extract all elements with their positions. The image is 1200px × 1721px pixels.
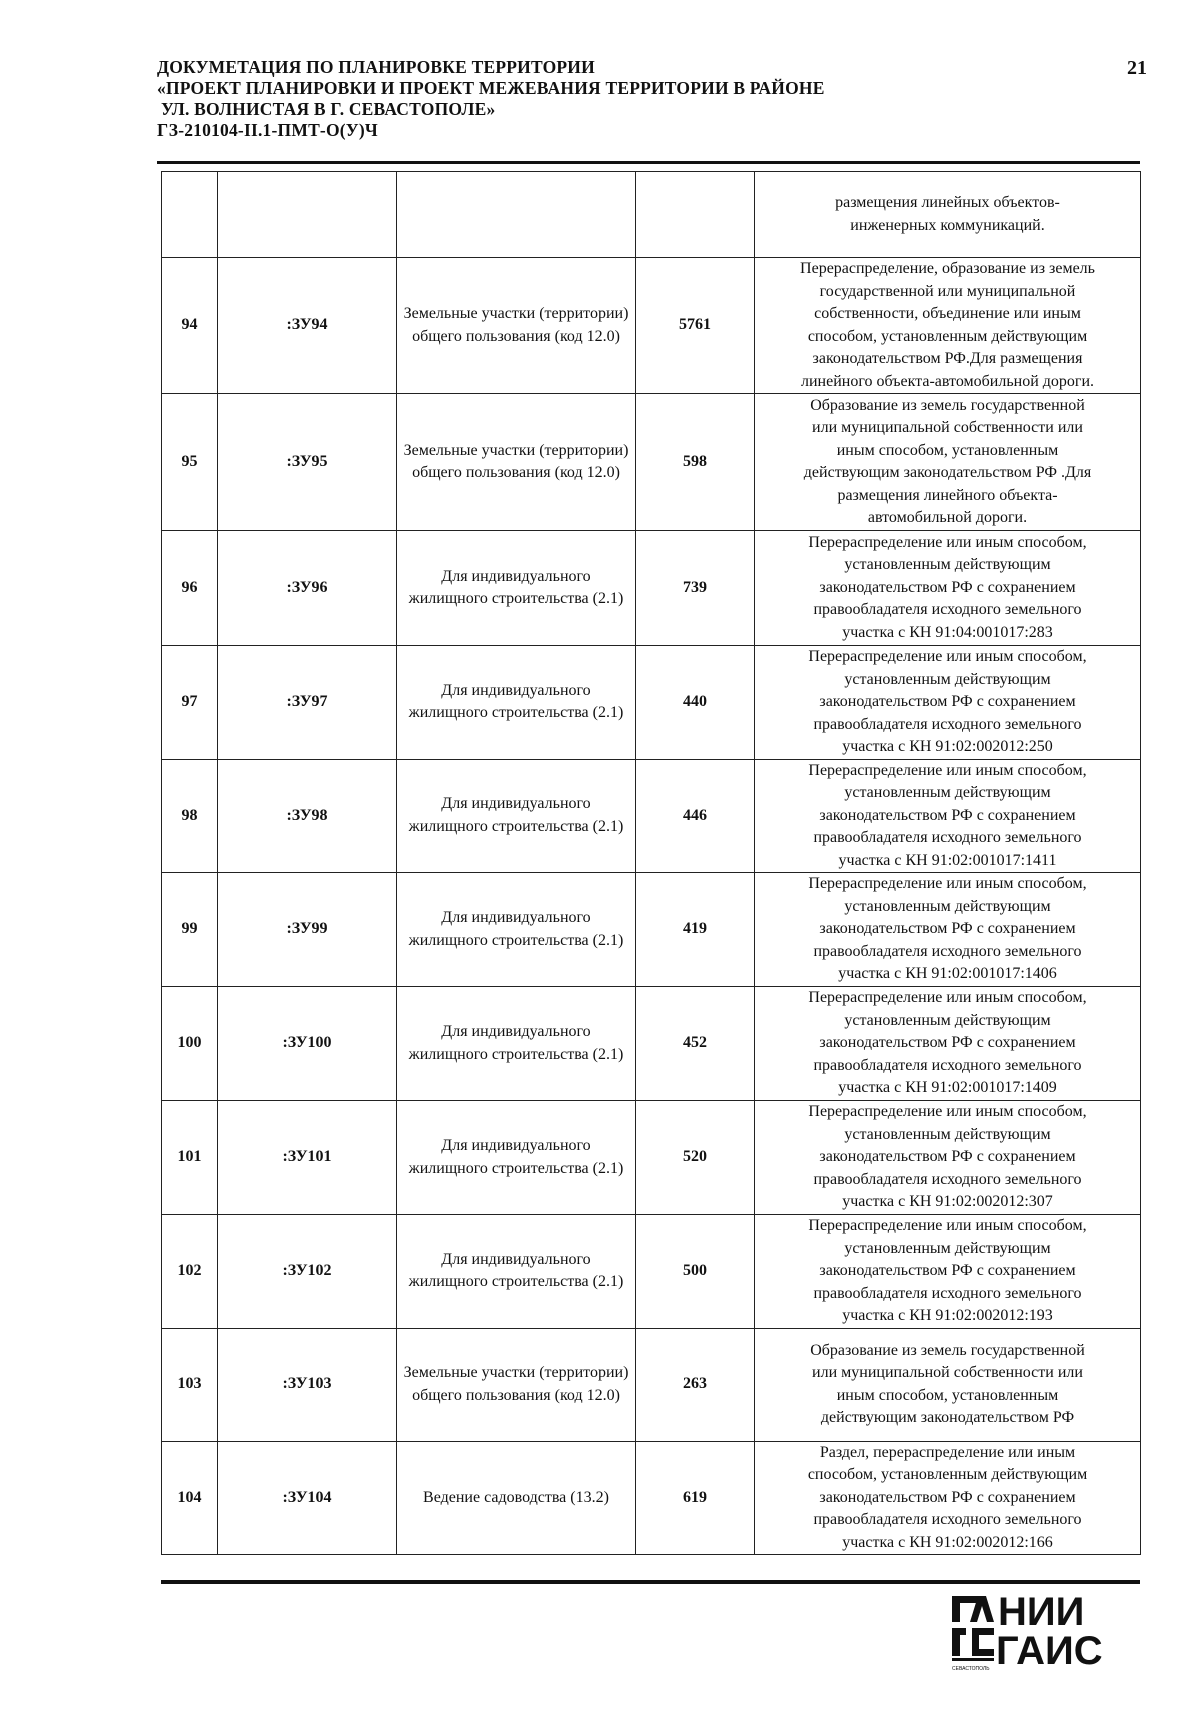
cell-use: Для индивидуального жилищного строительства (2.1) <box>397 1101 636 1215</box>
cell-code: :ЗУ100 <box>218 987 397 1101</box>
description-line: участка с КН 91:04:001017:283 <box>842 623 1053 641</box>
cell-code <box>218 172 397 258</box>
description-line: законодательством РФ с сохранением <box>819 1148 1076 1166</box>
cell-num: 99 <box>162 873 218 987</box>
description-line: правообладателя исходного земельного <box>813 715 1082 733</box>
description-line: установленным действующим <box>844 1239 1051 1257</box>
cell-num: 97 <box>162 646 218 760</box>
description-line: собственности, объединение или иным <box>814 305 1081 322</box>
cell-use: Для индивидуального жилищного строительства (2.1) <box>397 873 636 987</box>
cell-use: Для индивидуального жилищного строительства (2.1) <box>397 531 636 646</box>
description-line: правообладателя исходного земельного <box>813 601 1082 619</box>
description-line: участка с КН 91:02:002012:166 <box>842 1533 1053 1551</box>
cell-description <box>755 1215 1141 1329</box>
cell-description <box>755 1328 1141 1441</box>
description-line: правообладателя исходного земельного <box>813 1511 1082 1528</box>
description-line: законодательством РФ.Для размещения <box>812 350 1083 367</box>
header-title-line-3: УЛ. ВОЛНИСТАЯ В Г. СЕВАСТОПОЛЕ» <box>161 99 496 119</box>
cell-area: 263 <box>636 1328 755 1441</box>
description-line: Образование из земель государственной <box>810 396 1085 414</box>
description-line: участка с КН 91:02:002012:307 <box>842 1193 1053 1211</box>
cell-code: :ЗУ103 <box>218 1328 397 1441</box>
page-number: 21 <box>1127 57 1147 79</box>
footer-divider <box>161 1580 1140 1584</box>
description-line: инженерных коммуникаций. <box>850 216 1045 234</box>
cell-code: :ЗУ102 <box>218 1215 397 1329</box>
description-line: установленным действующим <box>844 556 1051 574</box>
table-row <box>162 1215 1141 1329</box>
table-row <box>162 531 1141 646</box>
header-document-code: ГЗ-210104-II.1-ПМТ-О(У)Ч <box>157 120 378 140</box>
cell-use: Земельные участки (территории) общего пользования (код 12.0) <box>397 1328 636 1441</box>
cell-description <box>755 759 1141 873</box>
cell-num: 101 <box>162 1101 218 1215</box>
cell-num: 100 <box>162 987 218 1101</box>
cell-code: :ЗУ96 <box>218 531 397 646</box>
cell-code: :ЗУ101 <box>218 1101 397 1215</box>
table-row <box>162 394 1141 531</box>
description-line: или муниципальной собственности или <box>812 419 1083 436</box>
description-line: установленным действующим <box>844 897 1051 915</box>
description-line: действующим законодательством РФ <box>820 1409 1075 1426</box>
cell-description <box>755 1441 1141 1555</box>
cell-use: Для индивидуального жилищного строительства (2.1) <box>397 759 636 873</box>
description-line: действующим законодательством РФ .Для <box>803 464 1092 481</box>
description-line: Перераспределение или иным способом, <box>808 533 1087 551</box>
description-line: установленным действующим <box>844 784 1051 801</box>
description-line: правообладателя исходного земельного <box>813 1284 1082 1302</box>
description-line: установленным действующим <box>844 670 1051 688</box>
cell-area: 419 <box>636 873 755 987</box>
table-row <box>162 987 1141 1101</box>
cell-area: 452 <box>636 987 755 1101</box>
cell-area <box>636 172 755 258</box>
cell-description <box>755 987 1141 1101</box>
cell-code: :ЗУ97 <box>218 646 397 760</box>
description-line: Перераспределение или иным способом, <box>808 1103 1087 1121</box>
description-line: правообладателя исходного земельного <box>813 1170 1082 1188</box>
cell-num: 95 <box>162 394 218 531</box>
description-line: участка с КН 91:02:002012:193 <box>842 1307 1053 1324</box>
cell-num: 98 <box>162 759 218 873</box>
cell-description <box>755 1101 1141 1215</box>
ga-gs-mark-icon <box>952 1596 994 1661</box>
table-row <box>162 258 1141 394</box>
cell-num: 104 <box>162 1441 218 1555</box>
cell-area: 520 <box>636 1101 755 1215</box>
table-row <box>162 759 1141 873</box>
cell-description <box>755 646 1141 760</box>
description-line: законодательством РФ с сохранением <box>819 1262 1076 1279</box>
cell-code: :ЗУ104 <box>218 1441 397 1555</box>
description-line: участка с КН 91:02:001017:1409 <box>838 1079 1057 1097</box>
cell-num: 94 <box>162 258 218 394</box>
header-title-line-1: ДОКУМЕТАЦИЯ ПО ПЛАНИРОВКЕ ТЕРРИТОРИИ <box>157 57 595 77</box>
logo-gais-text: ГАИС <box>996 1629 1103 1673</box>
header-divider <box>157 161 1140 164</box>
table-row <box>162 1101 1141 1215</box>
cell-area: 5761 <box>636 258 755 394</box>
description-line: законодательством РФ с сохранением <box>819 693 1076 710</box>
cell-use: Земельные участки (территории) общего пользования (код 12.0) <box>397 394 636 531</box>
description-line: установленным действующим <box>844 1011 1051 1029</box>
description-line: автомобильной дороги. <box>867 509 1028 526</box>
description-line: иным способом, установленным <box>836 441 1059 459</box>
table-row <box>162 873 1141 987</box>
cell-area: 598 <box>636 394 755 531</box>
cell-num: 103 <box>162 1328 218 1441</box>
table-row <box>162 646 1141 760</box>
description-line: иным способом, установленным <box>836 1386 1059 1404</box>
description-line: или муниципальной собственности или <box>812 1364 1083 1381</box>
description-line: Перераспределение или иным способом, <box>808 989 1087 1007</box>
description-line: государственной или муниципальной <box>819 282 1076 300</box>
description-line: установленным действующим <box>844 1125 1051 1143</box>
cell-num: 102 <box>162 1215 218 1329</box>
cell-description <box>755 394 1141 531</box>
description-line: размещения линейных объектов- <box>835 194 1060 211</box>
description-line: линейного объекта-автомобильной дороги. <box>800 372 1095 390</box>
table-body <box>162 172 1141 1555</box>
cell-area: 739 <box>636 531 755 646</box>
table-row <box>162 1328 1141 1441</box>
cell-area: 500 <box>636 1215 755 1329</box>
description-line: Перераспределение или иным способом, <box>808 761 1087 779</box>
nii-gais-logo <box>950 1592 1140 1702</box>
description-line: законодательством РФ с сохранением <box>819 920 1076 938</box>
cell-description <box>755 258 1141 394</box>
logo-nii-text: НИИ <box>998 1592 1085 1634</box>
cell-num <box>162 172 218 258</box>
logo-caption: СЕВАСТОПОЛЬ <box>952 1666 990 1672</box>
cell-code: :ЗУ98 <box>218 759 397 873</box>
description-line: законодательством РФ с сохранением <box>819 1034 1076 1052</box>
description-line: Перераспределение или иным способом, <box>808 648 1087 665</box>
cell-code: :ЗУ95 <box>218 394 397 531</box>
description-line: участка с КН 91:02:001017:1406 <box>838 965 1057 983</box>
description-line: правообладателя исходного земельного <box>813 829 1082 846</box>
cell-use: Ведение садоводства (13.2) <box>397 1441 636 1555</box>
cell-area: 440 <box>636 646 755 760</box>
description-line: правообладателя исходного земельного <box>813 942 1082 960</box>
description-line: законодательством РФ с сохранением <box>819 578 1076 596</box>
land-plots-table <box>161 171 1141 1555</box>
description-line: законодательством РФ с сохранением <box>819 1488 1076 1506</box>
description-line: способом, установленным действующим <box>807 1466 1088 1483</box>
header-title-line-2: «ПРОЕКТ ПЛАНИРОВКИ И ПРОЕКТ МЕЖЕВАНИЯ ТЕРРИТОРИИ В РАЙОНЕ <box>157 78 825 98</box>
description-line: правообладателя исходного земельного <box>813 1056 1082 1074</box>
description-line: Образование из земель государственной <box>810 1341 1085 1359</box>
cell-num: 96 <box>162 531 218 646</box>
table-row <box>162 1441 1141 1555</box>
description-line: Перераспределение, образование из земель <box>800 260 1095 277</box>
cell-use: Для индивидуального жилищного строительства (2.1) <box>397 987 636 1101</box>
description-line: способом, установленным действующим <box>807 327 1088 345</box>
cell-area: 619 <box>636 1441 755 1555</box>
table-row-continuation <box>162 172 1141 258</box>
cell-description <box>755 172 1141 258</box>
description-line: участка с КН 91:02:001017:1411 <box>838 851 1057 869</box>
description-line: Раздел, перераспределение или иным <box>819 1443 1076 1461</box>
description-line: Перераспределение или иным способом, <box>808 1217 1087 1234</box>
cell-code: :ЗУ94 <box>218 258 397 394</box>
cell-use <box>397 172 636 258</box>
cell-use: Для индивидуального жилищного строительства (2.1) <box>397 1215 636 1329</box>
description-line: участка с КН 91:02:002012:250 <box>842 738 1053 755</box>
document-header <box>157 57 1147 141</box>
cell-use: Земельные участки (территории) общего пользования (код 12.0) <box>397 258 636 394</box>
description-line: размещения линейного объекта- <box>837 486 1058 504</box>
cell-code: :ЗУ99 <box>218 873 397 987</box>
description-line: законодательством РФ с сохранением <box>819 806 1076 824</box>
cell-use: Для индивидуального жилищного строительства (2.1) <box>397 646 636 760</box>
cell-description <box>755 873 1141 987</box>
cell-area: 446 <box>636 759 755 873</box>
description-line: Перераспределение или иным способом, <box>808 875 1087 893</box>
cell-description <box>755 531 1141 646</box>
